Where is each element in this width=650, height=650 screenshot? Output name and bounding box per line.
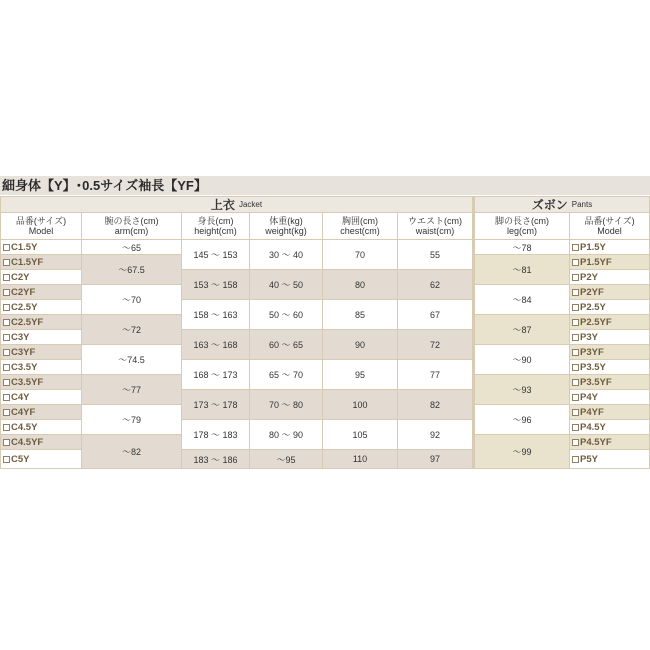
checkbox-icon [572,424,579,431]
pants-model-cell [570,390,649,404]
chest-cell: 70 [323,240,397,269]
header-arm-en: arm(cm) [114,226,149,236]
model-code: C5Y [11,453,30,465]
jacket-section-header [1,197,472,212]
pants-model-code: P1.5YF [580,256,612,268]
checkbox-icon [3,409,10,416]
checkbox-icon [572,364,579,371]
header-weight [250,213,322,239]
model-cell [1,435,81,449]
checkbox-icon [3,244,10,251]
chest-cell: 80 [323,270,397,299]
pants-model-code: P3.5YF [580,376,612,388]
header-weight-ja: 体重(kg) [269,216,303,226]
checkbox-icon [3,394,10,401]
pants-model-cell [570,285,649,299]
pants-model-code: P3.5Y [580,361,606,373]
pants-model-code: P3YF [580,346,604,358]
header-pants-model-ja: 品番(サイズ) [584,216,635,226]
pants-model-cell [570,450,649,468]
model-code: C4.5Y [11,421,38,433]
waist-cell: 77 [398,360,472,389]
waist-cell: 72 [398,330,472,359]
arm-cell: ～82 [82,435,181,468]
pants-model-code: P2YF [580,286,604,298]
checkbox-icon [3,304,10,311]
table-title: 細身体【Y】･0.5サイズ袖長【YF】 [0,176,650,195]
height-cell: 163 ～ 168 [182,330,249,359]
checkbox-icon [572,289,579,296]
model-cell [1,450,81,468]
model-cell [1,390,81,404]
model-code: C1.5Y [11,241,38,253]
model-cell [1,285,81,299]
pants-model-cell [570,405,649,419]
model-code: C2Y [11,271,30,283]
weight-cell: 30 ～ 40 [250,240,322,269]
pants-model-cell [570,345,649,359]
checkbox-icon [572,394,579,401]
checkbox-icon [572,319,579,326]
arm-cell: ～65 [82,240,181,254]
height-cell: 168 ～ 173 [182,360,249,389]
checkbox-icon [3,379,10,386]
model-cell [1,405,81,419]
weight-cell: 70 ～ 80 [250,390,322,419]
waist-cell: 67 [398,300,472,329]
header-arm [82,213,181,239]
leg-cell: ～99 [475,435,569,468]
pants-model-cell [570,420,649,434]
checkbox-icon [572,456,579,463]
checkbox-icon [3,319,10,326]
pants-model-cell [570,360,649,374]
pants-section-label: ズボン [531,198,568,212]
waist-cell: 55 [398,240,472,269]
chest-cell: 110 [323,450,397,468]
model-cell [1,360,81,374]
header-leg-ja: 脚の長さ(cm) [495,216,549,226]
pants-model-cell [570,330,649,344]
chest-cell: 90 [323,330,397,359]
pants-model-code: P2.5Y [580,301,606,313]
model-cell [1,300,81,314]
height-cell: 158 ～ 163 [182,300,249,329]
header-model-ja: 品番(サイズ) [15,216,67,226]
arm-cell: ～70 [82,285,181,314]
leg-cell: ～78 [475,240,569,254]
pants-model-code: P2Y [580,271,598,283]
model-code: C4.5YF [11,436,44,448]
model-cell [1,330,81,344]
header-model-en: Model [28,226,54,236]
checkbox-icon [572,274,579,281]
pants-model-cell [570,375,649,389]
checkbox-icon [572,409,579,416]
checkbox-icon [3,349,10,356]
pants-model-code: P2.5YF [580,316,612,328]
model-code: C2.5YF [11,316,44,328]
header-height-en: height(cm) [194,226,237,236]
chest-cell: 105 [323,420,397,449]
jacket-section-label-en: Jacket [238,200,263,209]
checkbox-icon [3,456,10,463]
model-cell [1,270,81,284]
header-model [1,213,81,239]
checkbox-icon [3,364,10,371]
model-cell [1,420,81,434]
waist-cell: 97 [398,450,472,468]
checkbox-icon [572,349,579,356]
model-cell [1,315,81,329]
model-cell [1,345,81,359]
waist-cell: 62 [398,270,472,299]
weight-cell: 65 ～ 70 [250,360,322,389]
header-waist-ja: ウエスト(cm) [408,216,462,226]
chest-cell: 95 [323,360,397,389]
pants-section-label-en: Pants [571,200,593,209]
leg-cell: ～93 [475,375,569,404]
checkbox-icon [3,424,10,431]
model-code: C1.5YF [11,256,44,268]
header-pants-model-en: Model [597,226,622,236]
model-cell [1,255,81,269]
height-cell: 183 ～ 186 [182,450,249,468]
header-waist [398,213,472,239]
checkbox-icon [572,244,579,251]
pants-model-code: P5Y [580,453,598,465]
chest-cell: 85 [323,300,397,329]
pants-model-code: P1.5Y [580,241,606,253]
pants-model-code: P3Y [580,331,598,343]
checkbox-icon [572,304,579,311]
model-cell [1,375,81,389]
pants-model-cell [570,270,649,284]
size-table [0,196,650,469]
arm-cell: ～79 [82,405,181,434]
model-code: C4Y [11,391,30,403]
checkbox-icon [3,274,10,281]
header-leg-en: leg(cm) [506,226,537,236]
height-cell: 173 ～ 178 [182,390,249,419]
pants-model-cell [570,255,649,269]
jacket-section-label: 上衣 [210,198,235,212]
header-weight-en: weight(kg) [265,226,307,236]
model-code: C4YF [11,406,36,418]
pants-model-code: P4.5YF [580,436,612,448]
model-code: C3Y [11,331,30,343]
pants-model-cell [570,435,649,449]
checkbox-icon [3,334,10,341]
height-cell: 153 ～ 158 [182,270,249,299]
arm-cell: ～67.5 [82,255,181,284]
chest-cell: 100 [323,390,397,419]
arm-cell: ～74.5 [82,345,181,374]
header-chest-en: chest(cm) [340,226,380,236]
checkbox-icon [572,439,579,446]
header-pants-model [570,213,649,239]
arm-cell: ～72 [82,315,181,344]
weight-cell: 50 ～ 60 [250,300,322,329]
height-cell: 145 ～ 153 [182,240,249,269]
height-cell: 178 ～ 183 [182,420,249,449]
pants-model-cell [570,240,649,254]
leg-cell: ～81 [475,255,569,284]
model-code: C2.5Y [11,301,38,313]
pants-model-cell [570,315,649,329]
checkbox-icon [3,259,10,266]
header-chest-ja: 胸囲(cm) [342,216,378,226]
leg-cell: ～96 [475,405,569,434]
weight-cell: ～95 [250,450,322,468]
waist-cell: 82 [398,390,472,419]
weight-cell: 40 ～ 50 [250,270,322,299]
checkbox-icon [3,439,10,446]
model-code: C3YF [11,346,36,358]
header-leg [475,213,569,239]
checkbox-icon [572,379,579,386]
checkbox-icon [572,334,579,341]
pants-model-code: P4Y [580,391,598,403]
weight-cell: 60 ～ 65 [250,330,322,359]
pants-model-code: P4.5Y [580,421,606,433]
leg-cell: ～87 [475,315,569,344]
model-cell [1,240,81,254]
checkbox-icon [572,259,579,266]
header-height-ja: 身長(cm) [197,216,234,226]
model-code: C3.5Y [11,361,38,373]
arm-cell: ～77 [82,375,181,404]
header-height [182,213,249,239]
leg-cell: ～90 [475,345,569,374]
checkbox-icon [3,289,10,296]
header-arm-ja: 腕の長さ(cm) [104,216,159,226]
model-code: C2YF [11,286,36,298]
leg-cell: ～84 [475,285,569,314]
model-code: C3.5YF [11,376,44,388]
pants-model-code: P4YF [580,406,604,418]
header-chest [323,213,397,239]
pants-section-header [475,197,649,212]
waist-cell: 92 [398,420,472,449]
weight-cell: 80 ～ 90 [250,420,322,449]
pants-model-cell [570,300,649,314]
header-waist-en: waist(cm) [415,226,455,236]
